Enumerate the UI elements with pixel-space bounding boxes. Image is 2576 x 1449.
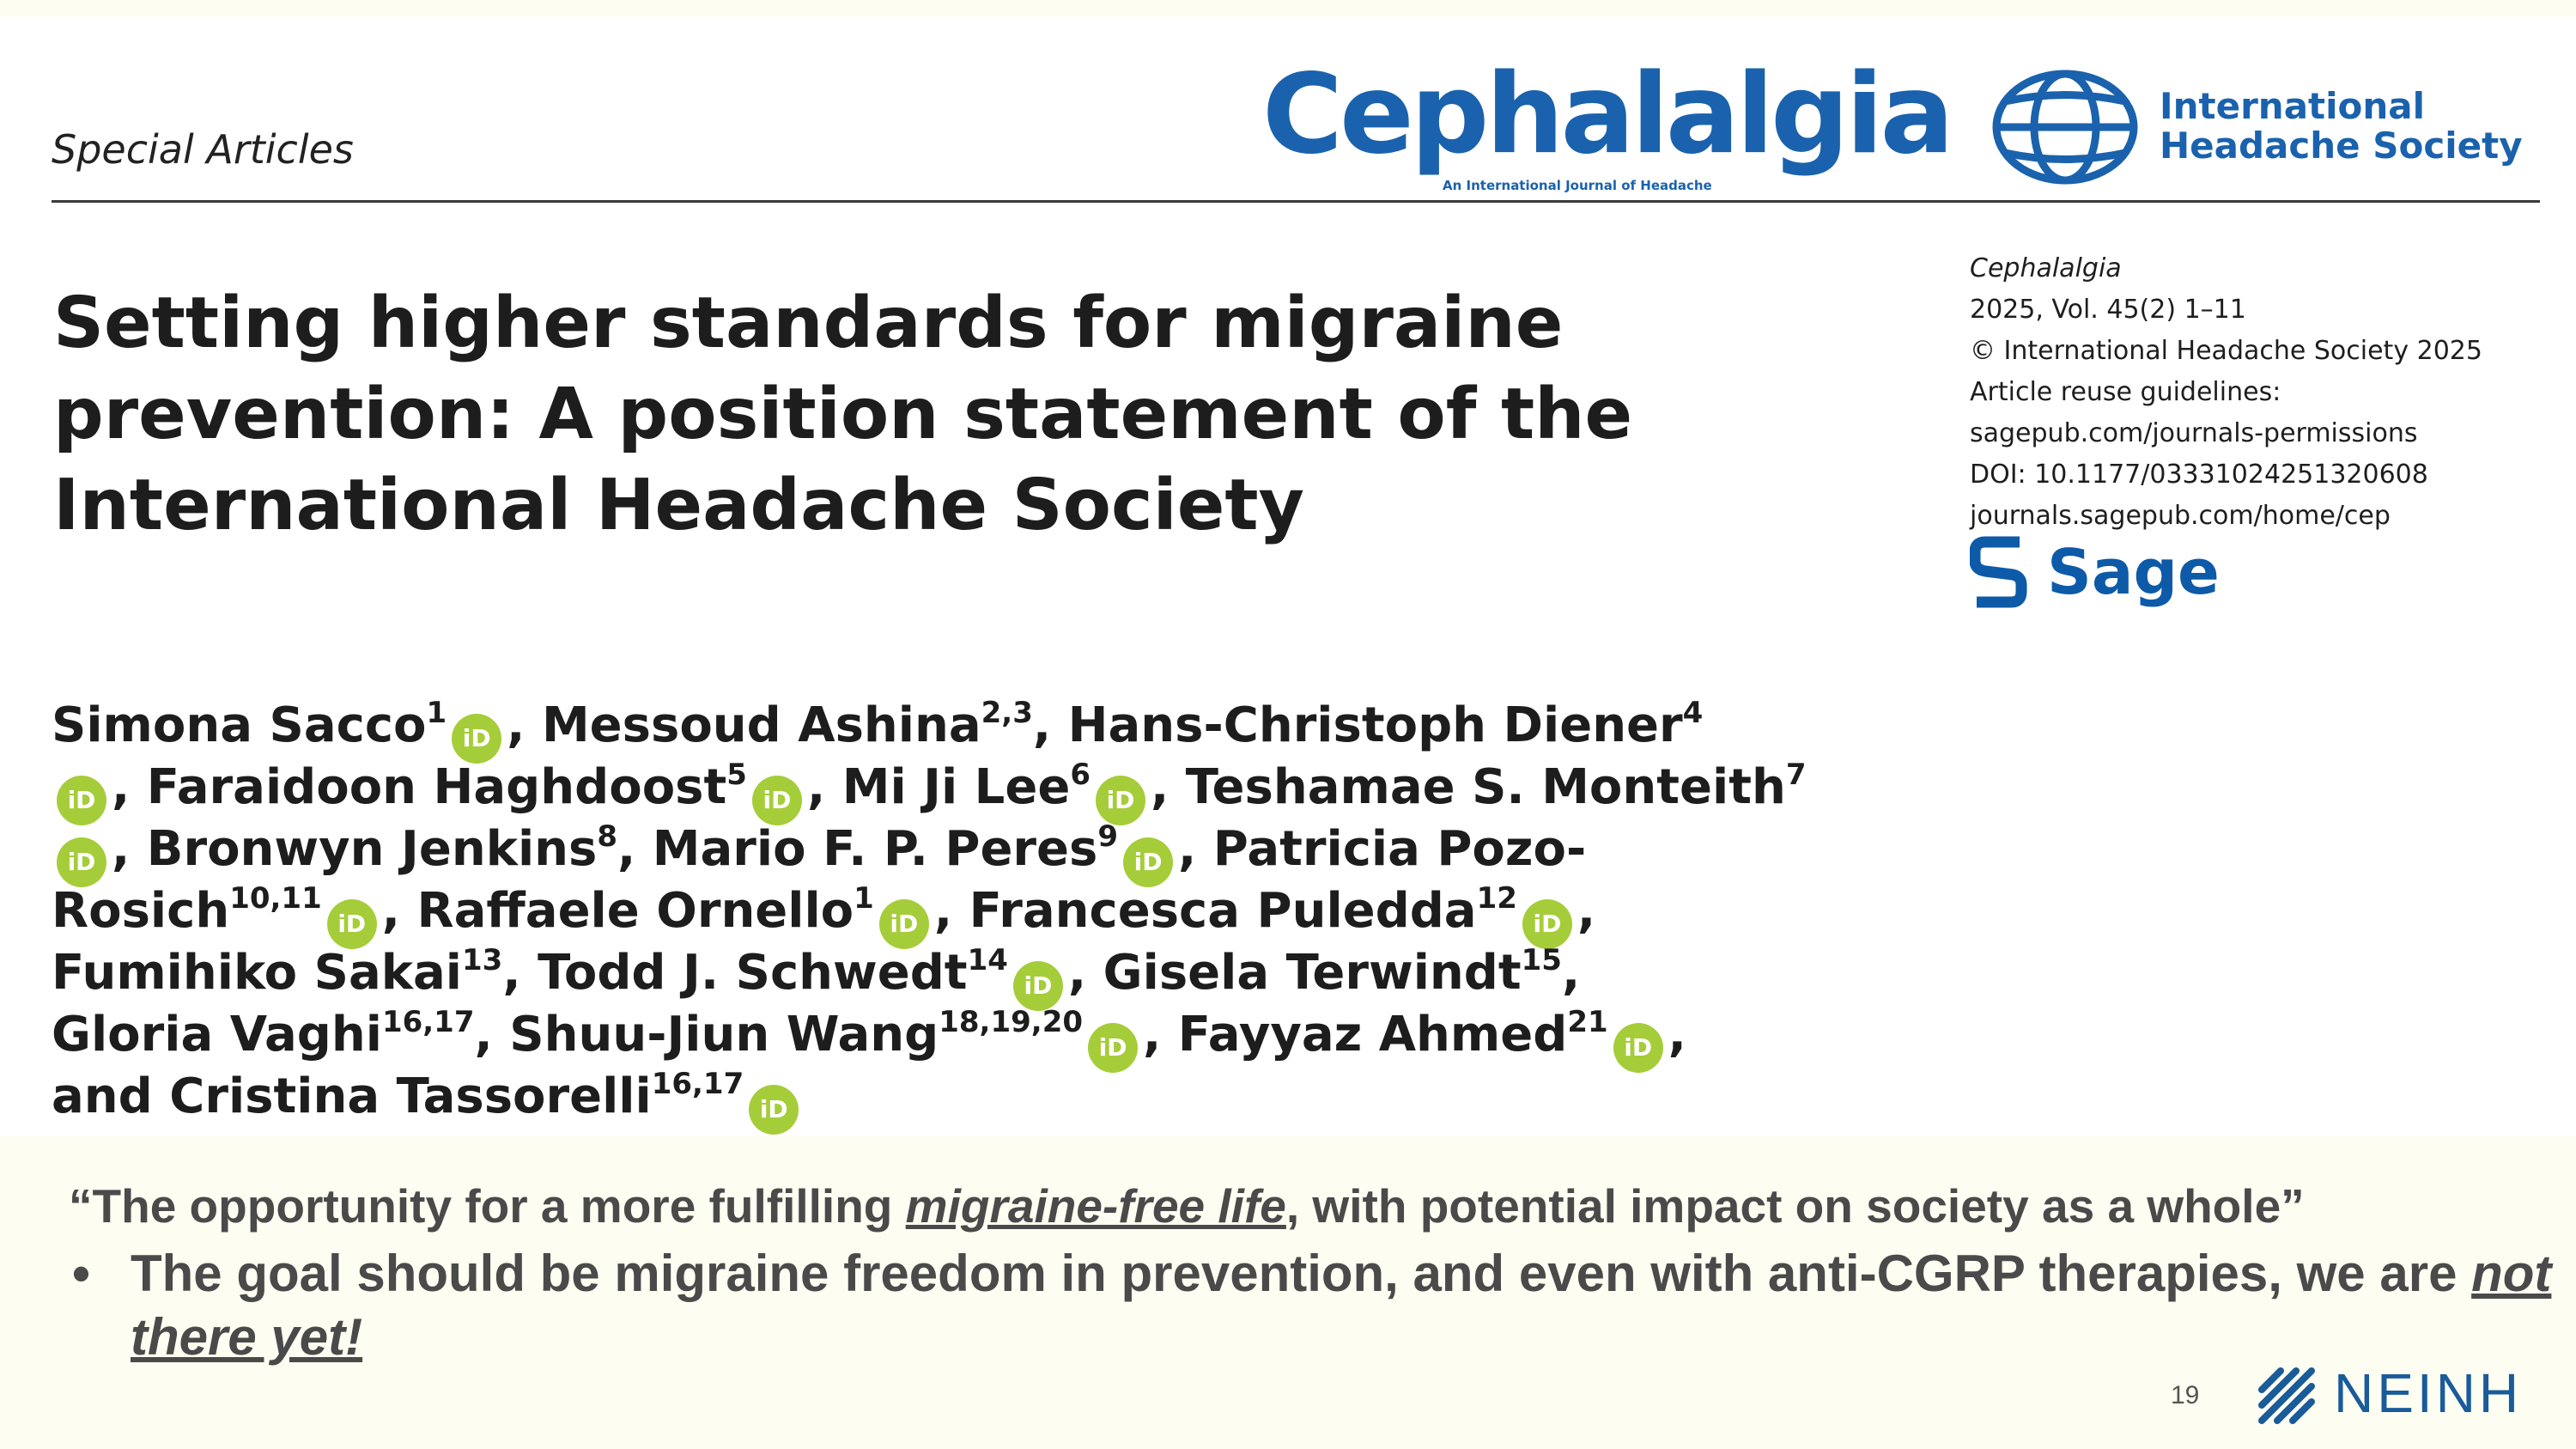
affiliation-sup: 18,19,20 [939,1005,1084,1039]
affiliation-sup: 21 [1567,1005,1608,1039]
sage-logo [1970,535,2245,612]
author-line [52,1004,1941,1066]
affiliation-sup: 16,17 [381,1005,475,1039]
meta-volume: 2025, Vol. 45(2) 1–11 [1970,295,2246,325]
bullet-emphasis: not there yet! [131,1245,2552,1366]
author-line [52,942,1941,1004]
orcid-icon[interactable]: iD [1088,1023,1138,1073]
affiliation-sup: 7 [1785,758,1807,792]
author-name: , Hans-Christoph Diener [1032,697,1683,753]
author-name: , Francesca Puledda [933,883,1477,939]
author-name: , Mario F. P. Peres [617,821,1098,877]
orcid-icon[interactable]: iD [1613,1023,1663,1073]
ihs-globe-icon [1984,63,2147,192]
author-name: Gloria Vaghi [52,1007,382,1062]
title-line: prevention: A position statement of the [53,374,1633,455]
author-name: Rosich [52,883,230,939]
article-title [53,278,1899,551]
author-name: , Todd J. Schwedt [502,945,968,1001]
article-metadata [1970,248,2482,537]
orcid-icon[interactable]: iD [752,776,802,825]
meta-home-link[interactable]: journals.sagepub.com/home/cep [1970,501,2391,531]
meta-doi[interactable]: DOI: 10.1177/03331024251320608 [1970,460,2428,490]
brand-name: NEINH [2334,1362,2523,1424]
title-line: International Headache Society [53,465,1304,546]
quote-close: , with potential impact on society as a whole” [1285,1179,2305,1233]
author-line [52,695,1941,757]
header-divider [52,200,2540,203]
author-name: , Raffaele Ornello [381,883,854,939]
author-name: and Cristina Tassorelli [52,1068,652,1124]
author-separator: , [1577,883,1596,939]
meta-copyright: © International Headache Society 2025 [1970,336,2482,366]
affiliation-sup: 16,17 [651,1067,744,1101]
bullet-body: The goal should be migraine freedom in prevention, and even with anti-CGRP therapies, we are [131,1245,2472,1302]
affiliation-sup: 2,3 [981,696,1033,730]
quote-highlight: migraine-free life [905,1179,1286,1233]
affiliation-sup: 1 [426,696,447,730]
publisher-name: Sage [2047,536,2220,608]
bullet-dot: • [72,1245,91,1302]
cephalalgia-logo [1262,51,1951,197]
author-name: , Gisela Terwindt [1067,945,1522,1001]
meta-journal: Cephalalgia [1970,253,2122,283]
orcid-icon[interactable]: iD [879,899,929,949]
author-name: , Faraidoon Haghdoost [112,759,727,815]
society-name-line: Headache Society [2160,125,2523,167]
article-header-screenshot [0,16,2576,1136]
quote-open: “The opportunity for a more fulfilling [69,1179,906,1233]
orcid-icon[interactable]: iD [749,1085,799,1135]
affiliation-sup: 15 [1521,943,1562,977]
affiliation-sup: 9 [1097,819,1119,854]
author-name: Simona Sacco [52,697,427,753]
meta-reuse: Article reuse guidelines: [1970,377,2281,407]
orcid-icon[interactable]: iD [57,837,106,887]
affiliation-sup: 4 [1682,696,1704,730]
author-separator: , [1561,945,1581,1001]
affiliation-sup: 5 [726,758,747,792]
sage-s-icon [1970,535,2030,609]
society-name [2160,87,2523,166]
journal-logo-text: Cephalalgia [1262,51,1951,179]
orcid-icon[interactable]: iD [1013,961,1063,1011]
quote-line [69,1178,2305,1233]
title-line: Setting higher standards for migraine [53,283,1564,364]
author-line [52,819,1941,880]
author-name: , Shuu-Jiun Wang [474,1007,939,1062]
author-line [52,757,1941,819]
bullet-text [131,1242,2569,1369]
neinh-logo [2255,1357,2530,1426]
author-name: , Bronwyn Jenkins [112,821,598,877]
orcid-icon[interactable]: iD [1522,899,1572,949]
affiliation-sup: 13 [462,943,503,977]
orcid-icon[interactable]: iD [1123,837,1173,887]
author-name: , Patricia Pozo- [1178,821,1587,877]
society-name-line: International [2160,85,2426,127]
orcid-icon[interactable]: iD [452,714,501,764]
affiliation-sup: 6 [1070,758,1091,792]
orcid-icon[interactable]: iD [327,899,377,949]
author-separator: , [1668,1007,1686,1062]
meta-permissions-link[interactable]: sagepub.com/journals-permissions [1970,418,2418,448]
affiliation-sup: 12 [1476,881,1517,916]
author-name: , Teshamae S. Monteith [1150,759,1786,815]
author-name: , Fayyaz Ahmed [1143,1007,1568,1062]
neinh-mark-icon [2255,1364,2315,1424]
affiliation-sup: 8 [597,819,618,854]
affiliation-sup: 10,11 [229,881,322,916]
author-name: , Messoud Ashina [507,697,981,753]
author-name: Fumihiko Sakai [52,945,462,1001]
orcid-icon[interactable]: iD [1096,776,1145,825]
section-label: Special Articles [52,126,354,173]
journal-logo-subtitle: An International Journal of Headache [1443,178,1712,193]
affiliation-sup: 14 [967,943,1008,977]
author-line [52,880,1941,942]
orcid-icon[interactable]: iD [57,776,106,825]
affiliation-sup: 1 [854,881,874,916]
page-number: 19 [2171,1381,2200,1409]
author-list [52,695,1941,1128]
author-name: , Mi Ji Lee [806,759,1071,815]
author-line [52,1066,1941,1128]
